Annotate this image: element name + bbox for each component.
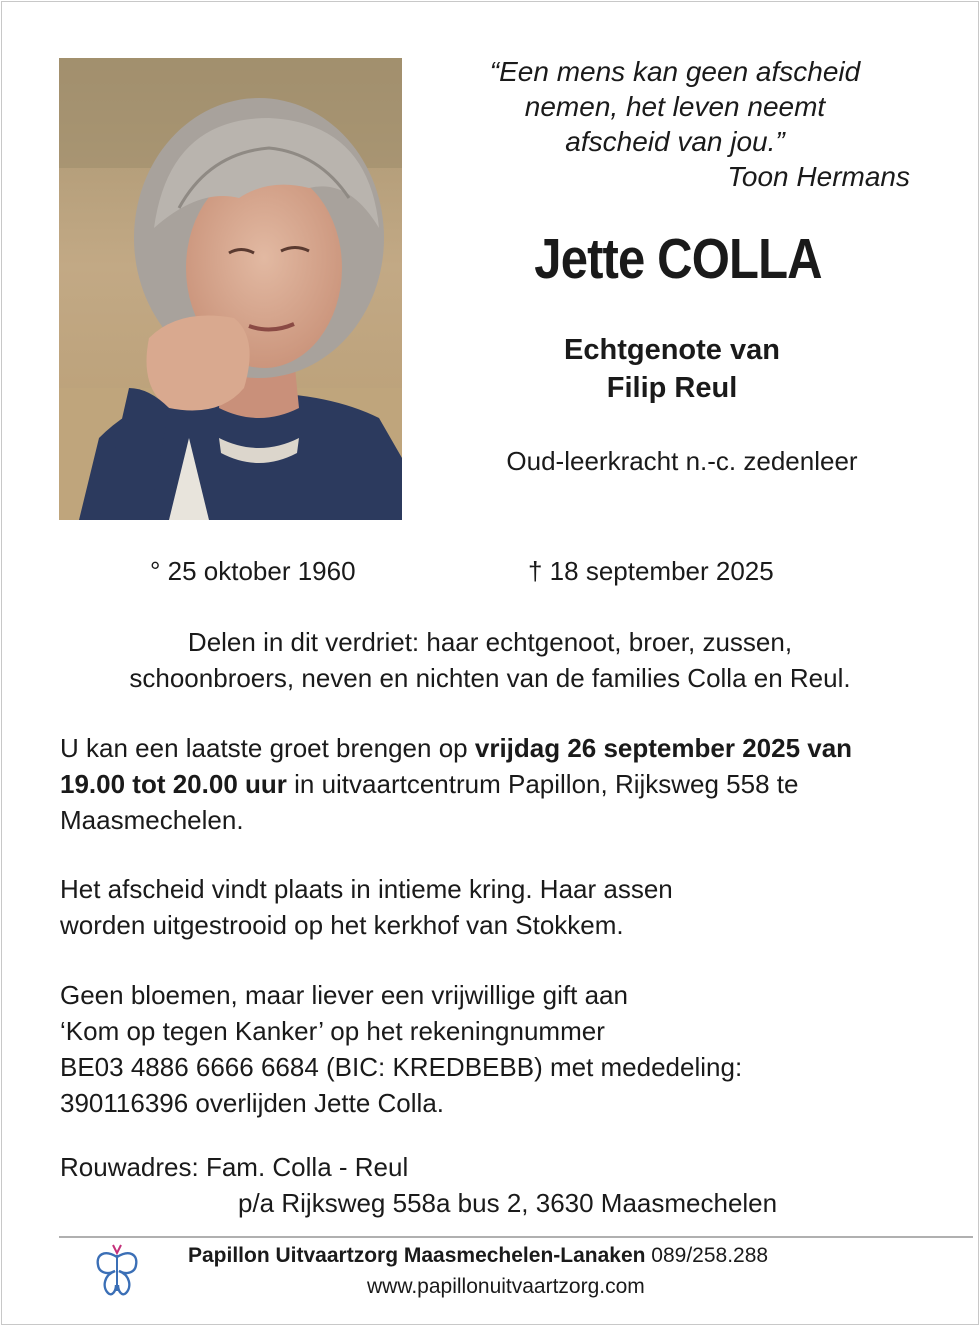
- family-notice: [40, 624, 940, 696]
- donation-line-4: 390116396 overlijden Jette Colla.: [60, 1088, 445, 1118]
- family-line-2: schoonbroers, neven en nichten van de families Colla en Reul.: [129, 663, 851, 693]
- spouse-line-2: Filip Reul: [606, 372, 738, 404]
- farewell-line-1: Het afscheid vindt plaats in intieme kring. Haar assen: [60, 874, 673, 904]
- visitation-paragraph: [60, 730, 920, 838]
- visitation-location: in uitvaartcentrum Papillon, Rijksweg 558 te Maasmechelen.: [60, 769, 799, 835]
- donation-line-2: ‘Kom op tegen Kanker’ op het rekeningnummer: [60, 1016, 605, 1046]
- donation-line-1: Geen bloemen, maar liever een vrijwillige gift aan: [60, 980, 628, 1010]
- funeral-home-name: Papillon Uitvaartzorg Maasmechelen-Lanaken: [188, 1244, 646, 1267]
- address-line-1: Rouwadres: Fam. Colla - Reul: [60, 1152, 409, 1182]
- mourning-address: [60, 1149, 920, 1221]
- donation-line-3: BE03 4886 6666 6684 (BIC: KREDBEBB) met mededeling:: [60, 1052, 743, 1082]
- visitation-intro: U kan een laatste groet brengen op: [60, 733, 475, 763]
- address-line-2: p/a Rijksweg 558a bus 2, 3630 Maasmechelen: [238, 1188, 778, 1218]
- portrait-photo: [59, 58, 402, 520]
- birth-date: ° 25 oktober 1960: [150, 556, 356, 586]
- spouse-block: [440, 331, 904, 407]
- funeral-home-line: [188, 1244, 768, 1268]
- farewell-paragraph: [60, 871, 920, 943]
- profession: Oud-leerkracht n.-c. zedenleer: [506, 446, 858, 476]
- quote-line-1: “Een mens kan geen afscheid: [489, 56, 861, 87]
- donation-paragraph: [60, 977, 920, 1121]
- visitation-time: vrijdag 26 september 2025 van 19.00 tot 20.00 uur: [60, 733, 853, 799]
- quote-line-2: nemen, het leven neemt: [524, 91, 826, 122]
- death-date: † 18 september 2025: [528, 556, 774, 586]
- spouse-line-1: Echtgenote van: [564, 334, 780, 366]
- quote-author: Toon Hermans: [727, 161, 910, 192]
- family-line-1: Delen in dit verdriet: haar echtgenoot, broer, zussen,: [187, 627, 793, 657]
- farewell-line-2: worden uitgestrooid op het kerkhof van Stokkem.: [60, 910, 624, 940]
- quote-line-3: afscheid van jou.”: [565, 126, 785, 157]
- butterfly-icon: [94, 1241, 140, 1301]
- footer-divider: [59, 1236, 973, 1238]
- funeral-home-phone: 089/258.288: [645, 1244, 769, 1267]
- funeral-home-website[interactable]: www.papillonuitvaartzorg.com: [367, 1275, 645, 1298]
- quote: [440, 54, 910, 194]
- deceased-name: Jette COLLA: [534, 227, 822, 291]
